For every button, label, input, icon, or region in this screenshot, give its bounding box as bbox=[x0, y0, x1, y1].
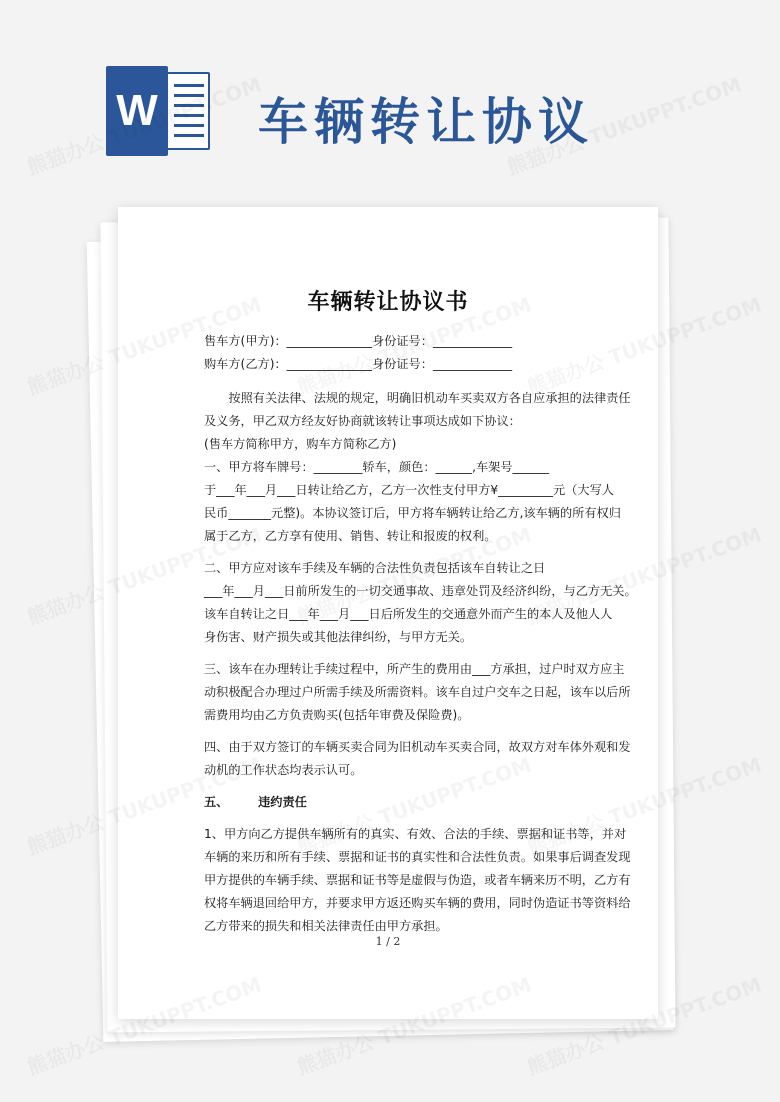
page-number: 1 / 2 bbox=[375, 935, 401, 948]
clause-1-line: 属于乙方，乙方享有使用、销售、转让和报废的权利。 bbox=[204, 529, 497, 543]
paragraph-line: 按照有关法律、法规的规定，明确旧机动车买卖双方各自应承担的法律责任 bbox=[228, 391, 631, 405]
clause-3-line: 动积极配合办理过户所需手续及所需资料。该车自过户交车之日起，该车以后所 bbox=[204, 685, 631, 699]
clause-2-line: 身伤害、财产损失或其他法律纠纷，与甲方无关。 bbox=[204, 630, 473, 644]
clause-1-line: 一、甲方将车牌号：________轿车，颜色：______,车架号______ bbox=[204, 460, 550, 474]
document-page bbox=[118, 207, 658, 1019]
seller-line: 售车方(甲方)：______________身份证号：_____________ bbox=[204, 334, 513, 348]
clause-5-line: 1、甲方向乙方提供车辆所有的真实、有效、合法的手续、票据和证书等，并对 bbox=[204, 827, 627, 841]
word-letter-badge: W bbox=[106, 66, 168, 156]
buyer-line: 购车方(乙方)：______________身份证号：_____________ bbox=[204, 357, 513, 371]
clause-5-line: 甲方提供的车辆手续、票据和证书等是虚假与伪造，或者车辆来历不明，乙方有 bbox=[204, 873, 631, 887]
clause-1-line: 民币_______元整)。本协议签订后，甲方将车辆转让给乙方,该车辆的所有权归 bbox=[204, 506, 621, 520]
clause-4-line: 四、由于双方签订的车辆买卖合同为旧机动车买卖合同，故双方对车体外观和发 bbox=[204, 740, 631, 754]
clause-3-line: 需费用均由乙方负责购买(包括年审费及保险费)。 bbox=[204, 708, 470, 722]
document-body bbox=[204, 330, 637, 938]
paragraph-line: 及义务，甲乙双方经友好协商就该转让事项达成如下协议： bbox=[204, 414, 521, 428]
word-icon bbox=[106, 66, 210, 156]
clause-2-line: 二、甲方应对该车手续及车辆的合法性负责包括该车自转让之日 bbox=[204, 561, 546, 575]
clause-5-line: 车辆的来历和所有手续、票据和证书的真实性和合法性负责。如果事后调查发现 bbox=[204, 850, 631, 864]
clause-1-line: 于___年___月___日转让给乙方，乙方一次性支付甲方¥_________元（大写人 bbox=[204, 483, 614, 497]
clause-2-line: ___年___月___日前所发生的一切交通事故、违章处罚及经济纠纷，与乙方无关。 bbox=[204, 584, 637, 598]
clause-5-line: 乙方带来的损失和相关法律责任由甲方承担。 bbox=[204, 919, 448, 933]
page-title: 车辆转让协议 bbox=[258, 93, 594, 151]
clause-4-line: 动机的工作状态均表示认可。 bbox=[204, 763, 363, 777]
header bbox=[0, 0, 780, 180]
clause-3-line: 三、该车在办理转让手续过程中，所产生的费用由___方承担，过户时双方应主 bbox=[204, 662, 625, 676]
paragraph-line: (售车方简称甲方，购车方简称乙方) bbox=[204, 437, 397, 451]
document-title: 车辆转让协议书 bbox=[307, 290, 469, 315]
clause-5-heading: 五、 违约责任 bbox=[204, 795, 307, 809]
clause-2-line: 该车自转让之日___年___月___日后所发生的交通意外而产生的本人及他人人 bbox=[204, 607, 613, 621]
clause-5-line: 权将车辆退回给甲方，并要求甲方返还购买车辆的费用，同时伪造证书等资料给 bbox=[204, 896, 631, 910]
